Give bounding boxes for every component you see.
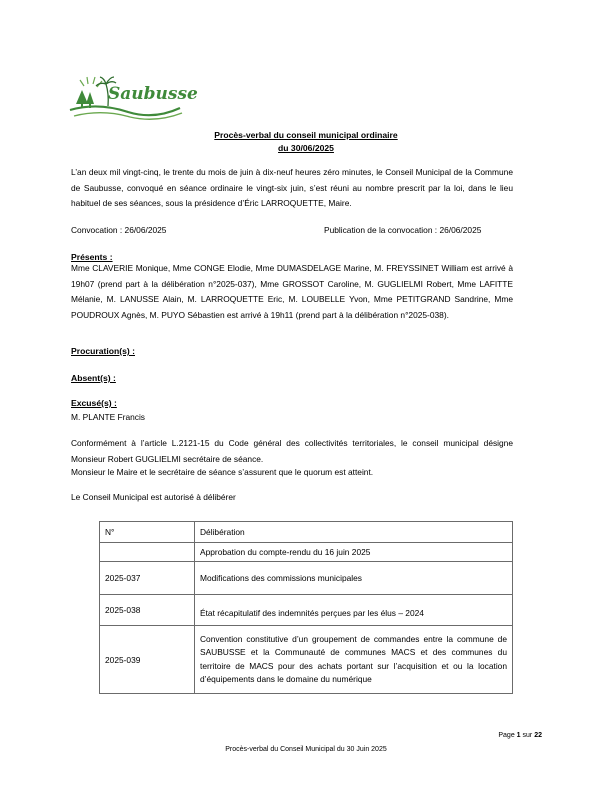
publication-date: Publication de la convocation : 26/06/2025	[324, 225, 482, 235]
table-cell-num: 2025-037	[100, 562, 195, 595]
table-cell-num: 2025-038	[100, 595, 195, 626]
page-prefix: Page	[498, 732, 517, 739]
saubusse-logo	[68, 66, 198, 120]
page-number	[498, 732, 542, 739]
table-cell-num: 2025-039	[100, 626, 195, 694]
table-cell-label: État récapitulatif des indemnités perçues par les élus – 2024	[195, 595, 513, 626]
table-cell-label: Convention constitutive d’un groupement de commandes entre la commune de SAUBUSSE et la Communauté de communes MACS et des communes du territoire de MACS pour des achats portant sur l’acquisition et ou la location d’équipements dans le domaine du numérique	[195, 626, 513, 694]
table-header-deliberation: Délibération	[195, 522, 513, 543]
excuses-list: M. PLANTE Francis	[71, 412, 145, 422]
page-sep: sur	[520, 732, 535, 739]
table-row	[100, 595, 513, 626]
page-total: 22	[534, 732, 542, 739]
intro-paragraph: L’an deux mil vingt-cinq, le trente du mois de juin à dix-neuf heures zéro minutes, le Conseil Municipal de la Commune de Saubusse, convoqué en séance ordinaire le vingt-six juin, s’est réuni au nombre prescrit par la loi, dans le lieu habituel de ses séances, sous la présidence d’Éric LARROQUETTE, Maire.	[71, 167, 513, 208]
table-row	[100, 562, 513, 595]
convocation-date: Convocation : 26/06/2025	[71, 225, 167, 235]
table-cell-num	[100, 543, 195, 562]
table-cell-label: Modifications des commissions municipales	[195, 562, 513, 595]
quorum-statement: Monsieur le Maire et le secrétaire de séance s’assurent que le quorum est atteint.	[71, 467, 374, 477]
document-footer: Procès-verbal du Conseil Municipal du 30 Juin 2025	[225, 746, 387, 753]
table-header-num: N°	[100, 522, 195, 543]
table-header-row	[100, 522, 513, 543]
document-title-line2: du 30/06/2025	[278, 143, 334, 153]
presents-list: Mme CLAVERIE Monique, Mme CONGE Elodie, Mme DUMASDELAGE Marine, M. FREYSSINET William est arrivé à 19h07 (prend part à la délibération n°2025-037), Mme GROSSOT Caroline, M. GUGLIELMI Robert, Mme LAFITTE Mélanie, M. LANUSSE Alain, M. LARROQUETTE Eric, M. LOUBELLE Yvon, Mme PETITGRAND Sandrine, Mme POUDROUX Agnès, M. PUYO Sébastien est arrivé à 19h11 (prend part à la délibération n°2025-038).	[71, 263, 513, 320]
autorise-statement: Le Conseil Municipal est autorisé à délibérer	[71, 492, 236, 502]
document-title-line1: Procès-verbal du conseil municipal ordinaire	[214, 130, 398, 140]
logo-text: Saubusse	[108, 84, 198, 104]
absents-heading: Absent(s) :	[71, 373, 116, 383]
secretaire-paragraph: Conformément à l’article L.2121-15 du Code général des collectivités territoriales, le conseil municipal désigne Monsieur Robert GUGLIELMI secrétaire de séance.	[71, 438, 513, 464]
page-current: 1	[516, 732, 521, 739]
table-row	[100, 543, 513, 562]
excuses-heading: Excusé(s) :	[71, 398, 117, 408]
table-row	[100, 626, 513, 694]
presents-heading: Présents :	[71, 252, 113, 262]
procurations-heading: Procuration(s) :	[71, 346, 135, 356]
deliberations-table	[99, 521, 513, 694]
table-cell-label: Approbation du compte-rendu du 16 juin 2025	[195, 543, 513, 562]
